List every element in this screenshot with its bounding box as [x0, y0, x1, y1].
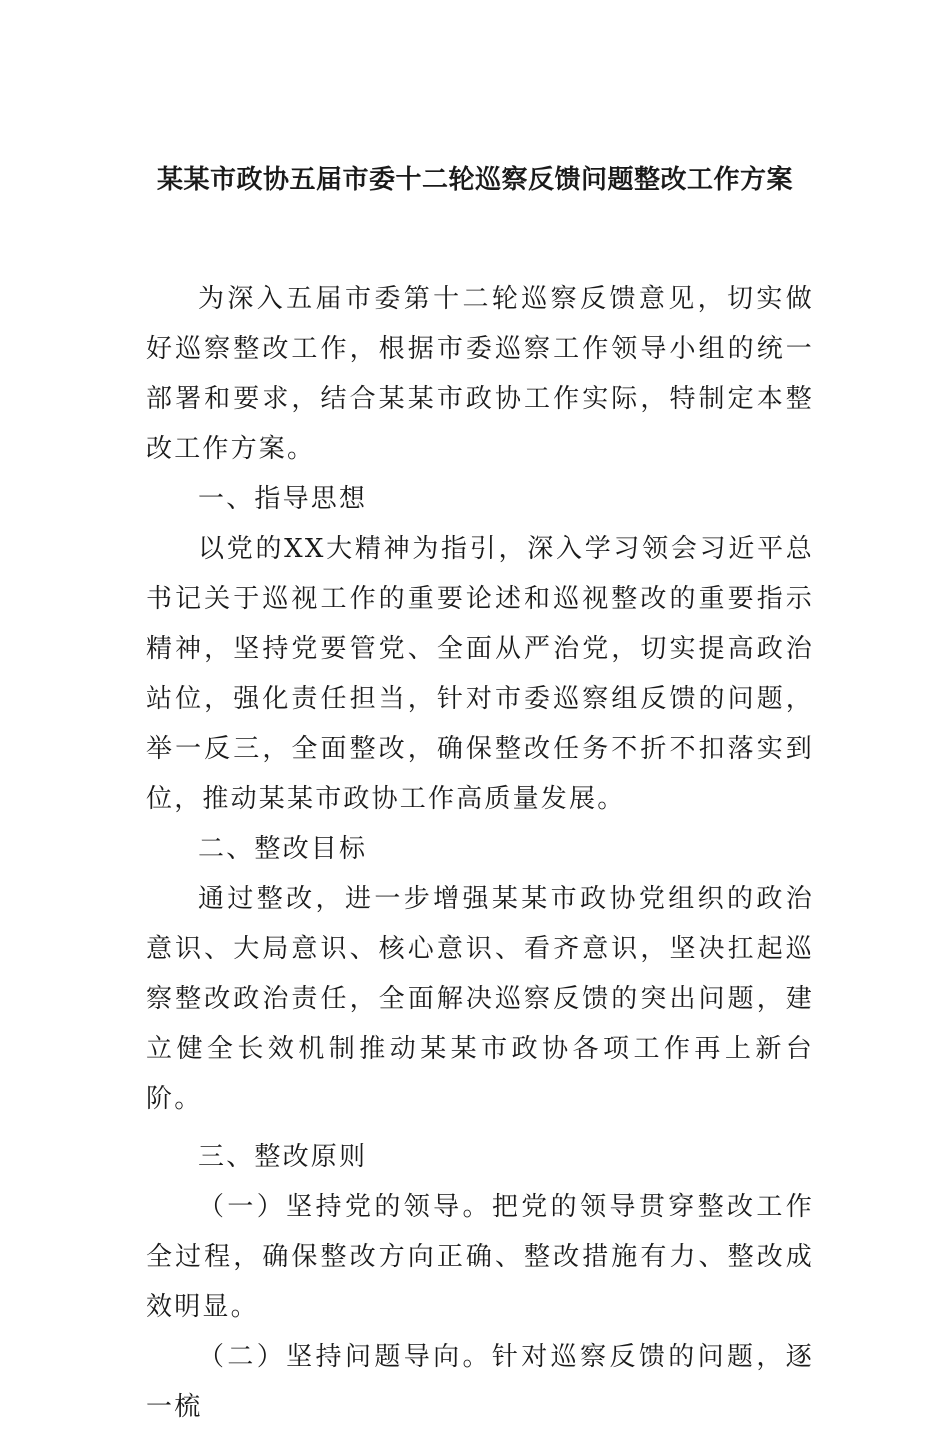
section-paragraph-guiding-ideology: 以党的XX大精神为指引，深入学习领会习近平总书记关于巡视工作的重要论述和巡视整改的重要指示精神，坚持党要管党、全面从严治党，切实提高政治站位，强化责任担当，针对市委巡察组反馈的问题，举一反三，全面整改，确保整改任务不折不扣落实到位，推动某某市政协工作高质量发展。 [146, 534, 814, 814]
section-paragraph-rectification-goals: 通过整改，进一步增强某某市政协党组织的政治意识、大局意识、核心意识、看齐意识，坚决扛起巡察整改政治责任，全面解决巡察反馈的突出问题，建立健全长效机制推动某某市政协各项工作再上新台阶。 [146, 884, 814, 1114]
section-heading-guiding-ideology: 一、指导思想 [198, 484, 368, 514]
paragraph-spacer [146, 1124, 814, 1132]
document-body [146, 274, 814, 1432]
principle-item-2: （二）坚持问题导向。针对巡察反馈的问题，逐一梳 [146, 1342, 814, 1422]
section-heading-rectification-principles: 三、整改原则 [198, 1142, 368, 1172]
principle-item-1: （一）坚持党的领导。把党的领导贯穿整改工作全过程，确保整改方向正确、整改措施有力、整改成效明显。 [146, 1192, 814, 1322]
intro-paragraph: 为深入五届市委第十二轮巡察反馈意见，切实做好巡察整改工作，根据市委巡察工作领导小组的统一部署和要求，结合某某市政协工作实际，特制定本整改工作方案。 [146, 284, 814, 464]
document-title: 某某市政协五届市委十二轮巡察反馈问题整改工作方案 [156, 165, 793, 195]
section-heading-rectification-goals: 二、整改目标 [198, 834, 368, 864]
